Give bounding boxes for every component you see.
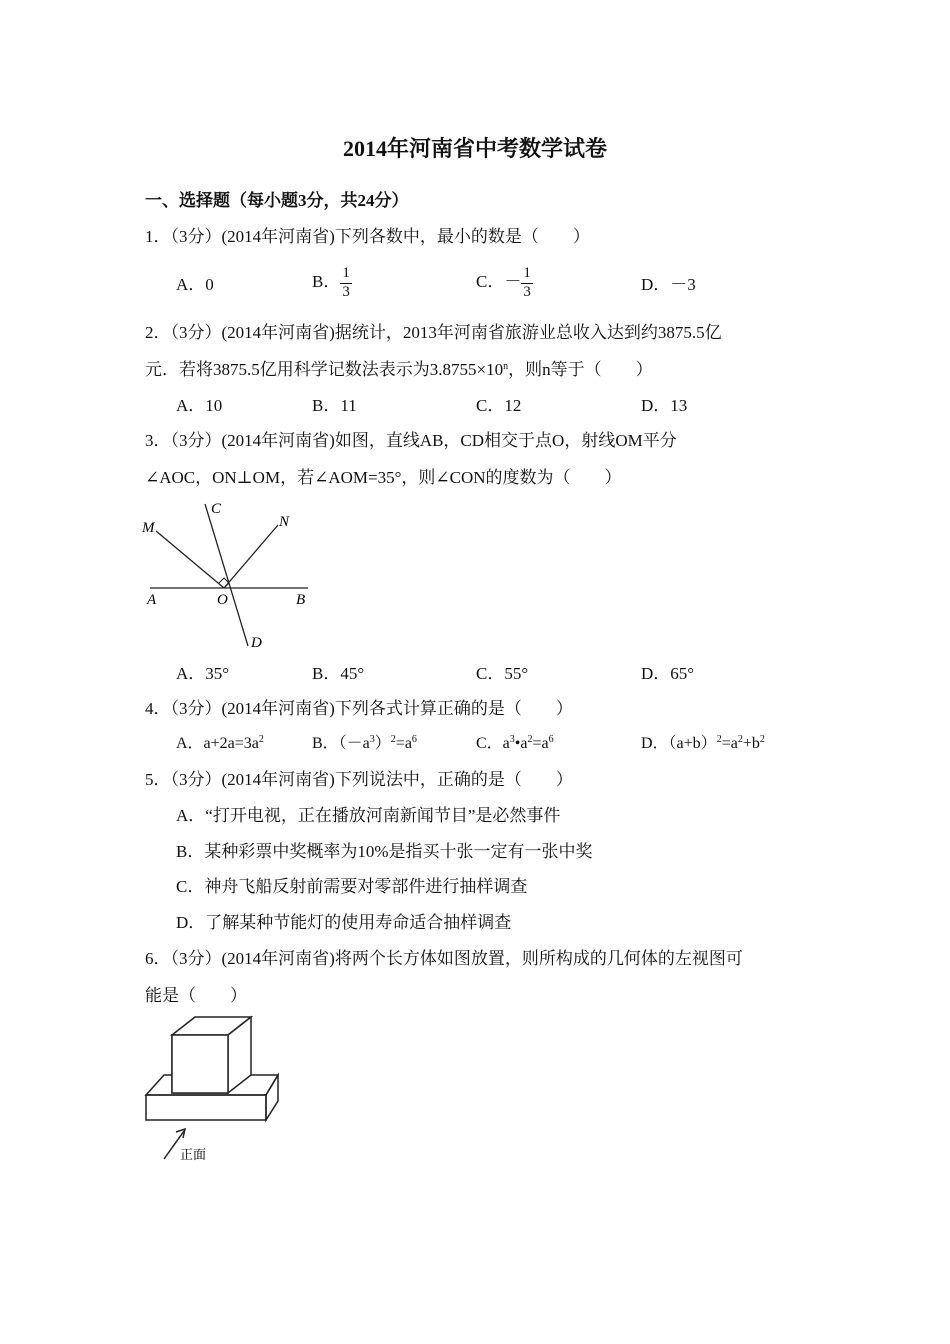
q4-b-mid: ） [374, 735, 391, 752]
q6-stem-line1: 6．（3分）(2014年河南省)将两个长方体如图放置，则所构成的几何体的左视图可 [145, 949, 743, 968]
section-heading: 一、选择题（每小题3分，共24分） [145, 191, 409, 210]
q2-option-d: D．13 [641, 396, 688, 415]
label-d: D [251, 635, 262, 651]
q2-line2-text: 元．若将3875.5亿用科学记数法表示为3.8755×10 [145, 360, 504, 379]
fraction-numerator: 1 [340, 266, 352, 284]
q2-exponent: n [503, 361, 509, 372]
q1-option-a: A．0 [176, 275, 214, 294]
label-b: B [296, 592, 306, 608]
fraction-denominator: 3 [342, 283, 350, 300]
q4-stem: 4．（3分）(2014年河南省)下列各式计算正确的是（ ） [145, 699, 573, 718]
q1-option-d: D．－3 [641, 275, 696, 294]
q2-line2-tail: ，则n等于（ ） [508, 360, 653, 379]
q4-c-post: =a [532, 735, 549, 752]
q6-boxes-figure [140, 1015, 290, 1165]
q1-option-b [312, 266, 352, 301]
q2-option-c: C．12 [476, 396, 522, 415]
q5-option-a: A．“打开电视，正在播放河南新闻节目”是必然事件 [176, 806, 561, 825]
ray-om [156, 531, 224, 588]
q3-option-a: A．35° [176, 664, 230, 683]
q3-option-c: C．55° [476, 664, 529, 683]
q4-b-exp2: 2 [390, 734, 396, 745]
q3-option-d: D．65° [641, 664, 695, 683]
q4-b-exp3: 6 [411, 734, 417, 745]
q4-d-exp2: 2 [737, 734, 743, 745]
line-cd [205, 504, 248, 646]
q3-stem-line1: 3．（3分）(2014年河南省)如图，直线AB，CD相交于点O，射线OM平分 [145, 431, 677, 450]
q5-option-d: D．了解某种节能灯的使用寿命适合抽样调查 [176, 913, 512, 932]
q2-option-b: B．11 [312, 396, 357, 415]
q1-option-c [476, 266, 533, 301]
q1-option-b-fraction [340, 266, 352, 301]
q4-option-c [476, 736, 554, 752]
label-m: M [142, 520, 155, 536]
q1-option-c-prefix: C．－ [476, 272, 522, 292]
q3-option-b: B．45° [312, 664, 365, 683]
q4-d-exp3: 2 [759, 734, 765, 745]
q6-stem-line2: 能是（ ） [145, 986, 247, 1005]
q4-c-text: C．a [476, 735, 510, 752]
ray-on [224, 525, 278, 588]
q3-stem-line2: ∠AOC，ON⊥OM，若∠AOM=35°，则∠CON的度数为（ ） [145, 468, 622, 487]
q2-stem-line1: 2．（3分）(2014年河南省)据统计，2013年河南省旅游业总收入达到约3875.5亿 [145, 323, 722, 342]
q4-b-exp1: 3 [369, 734, 375, 745]
q4-c-exp2: 2 [527, 734, 533, 745]
q4-d-mid2: +b [742, 735, 760, 752]
fraction-denominator: 3 [523, 283, 531, 300]
label-n: N [279, 514, 290, 530]
q4-option-a [176, 736, 264, 752]
q1-option-b-prefix: B． [312, 272, 341, 292]
q4-a-text: A．a+2a=3a [176, 735, 259, 752]
q3-angle-figure [140, 498, 320, 654]
label-c: C [211, 501, 222, 517]
q2-stem-line2 [145, 361, 653, 378]
page-title: 2014年河南省中考数学试卷 [342, 136, 607, 161]
q4-b-text: B．（－a [312, 735, 370, 752]
q4-c-mid: •a [514, 735, 528, 752]
front-label: 正面 [180, 1147, 207, 1162]
q4-d-text: D．（a+b） [641, 735, 717, 752]
q5-option-b: B．某种彩票中奖概率为10%是指买十张一定有一张中奖 [176, 842, 593, 861]
q4-c-exp1: 3 [509, 734, 515, 745]
q1-stem: 1．（3分）(2014年河南省)下列各数中，最小的数是（ ） [145, 227, 590, 246]
q4-d-exp1: 2 [716, 734, 722, 745]
q2-option-a: A．10 [176, 396, 223, 415]
top-box [172, 1017, 251, 1093]
q4-option-d [641, 736, 765, 752]
q4-d-mid: =a [721, 735, 738, 752]
q4-b-post: =a [395, 735, 412, 752]
label-a: A [147, 592, 157, 608]
q4-c-exp3: 6 [548, 734, 554, 745]
q1-option-c-fraction [521, 266, 533, 301]
q4-option-b [312, 736, 417, 752]
q5-option-c: C．神舟飞船反射前需要对零部件进行抽样调查 [176, 877, 528, 896]
q4-a-exp: 2 [258, 734, 264, 745]
label-o: O [217, 592, 228, 608]
q5-stem: 5．（3分）(2014年河南省)下列说法中，正确的是（ ） [145, 770, 573, 789]
fraction-numerator: 1 [521, 266, 533, 284]
